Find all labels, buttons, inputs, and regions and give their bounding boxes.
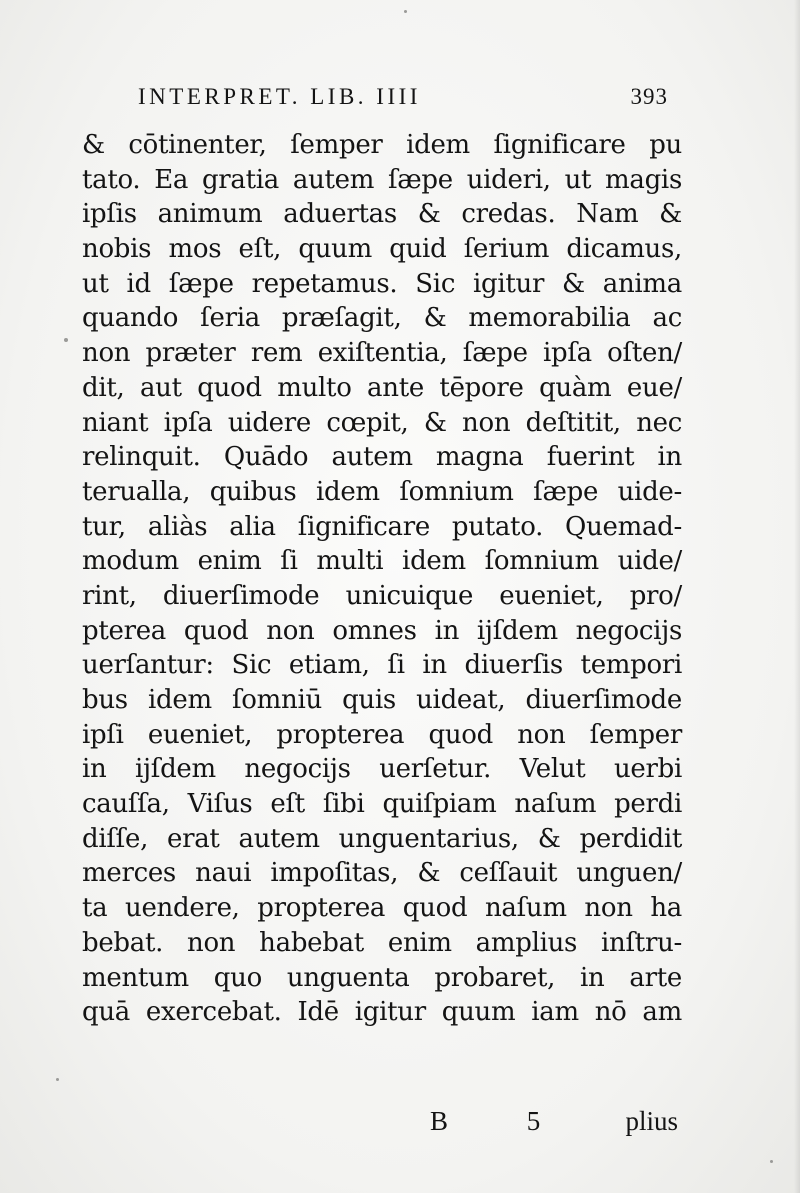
body-text <box>82 128 682 1030</box>
paper-speck <box>64 338 68 342</box>
text-line: in ijſdem negocijs uerſetur. Velut uerbi <box>82 754 682 785</box>
text-line: rint, diuerſimode unicuique eueniet, pro/ <box>82 580 682 611</box>
text-line: uerſantur: Sic etiam, ſi in diuerſis tempori <box>82 650 682 681</box>
page-number: 393 <box>630 84 668 109</box>
text-line: tur, aliàs alia ſignificare putato. Quemad- <box>82 511 682 542</box>
signature-mark: B 5 <box>430 1106 577 1136</box>
text-line: quā exercebat. Idē igitur quum iam nō am <box>82 997 682 1028</box>
text-line: bus idem ſomniū quis uideat, diuerſimode <box>82 685 682 715</box>
text-line: relinquit. Quādo autem magna fuerint in <box>82 442 682 473</box>
text-line: mentum quo unguenta probaret, in arte <box>82 962 682 993</box>
catchword: plius <box>625 1106 678 1136</box>
page-header <box>138 84 668 114</box>
text-line: merces naui impoſitas, & ceſſauit unguen/ <box>82 858 682 889</box>
text-line: tato. Ea gratia autem ſæpe uideri, ut magis <box>82 164 682 195</box>
text-line: quando ſeria præſagit, & memorabilia ac <box>82 303 682 334</box>
page-footer <box>82 1106 678 1142</box>
paper-speck <box>56 1078 59 1081</box>
page-edge-shadow <box>794 0 800 1193</box>
text-line: modum enim ſi multi idem ſomnium uide/ <box>82 546 682 577</box>
text-line: ipſi eueniet, propterea quod non ſemper <box>82 719 682 750</box>
paper-speck <box>770 1160 773 1163</box>
text-line: non præter rem exiſtentia, ſæpe ipſa oſten/ <box>82 338 682 369</box>
paper-speck <box>404 10 407 13</box>
text-line: cauſſa, Viſus eſt ſibi quiſpiam naſum perdi <box>82 789 682 820</box>
text-line: pterea quod non omnes in ijſdem negocijs <box>82 615 682 646</box>
text-line: ta uendere, propterea quod naſum non ha <box>82 893 682 924</box>
text-line: ut id ſæpe repetamus. Sic igitur & anima <box>82 268 682 299</box>
text-line: diſſe, erat autem unguentarius, & perdidit <box>82 823 682 854</box>
text-line: dit, aut quod multo ante tēpore quàm eue/ <box>82 372 682 403</box>
text-line: ipſis animum aduertas & credas. Nam & <box>82 199 682 230</box>
text-line: teruallа, quibus idem ſomnium ſæpe uide- <box>82 476 682 507</box>
text-line: & cōtinenter, ſemper idem ſignificare pu <box>82 130 682 160</box>
text-line: nobis mos eſt, quum quid ſerium dicamus, <box>82 234 682 265</box>
text-line: bebat. non habebat enim amplius inſtru- <box>82 927 682 958</box>
running-title: INTERPRET. LIB. IIII <box>138 84 421 109</box>
text-line: niant ipſa uidere cœpit, & non deſtitit, nec <box>82 407 682 438</box>
